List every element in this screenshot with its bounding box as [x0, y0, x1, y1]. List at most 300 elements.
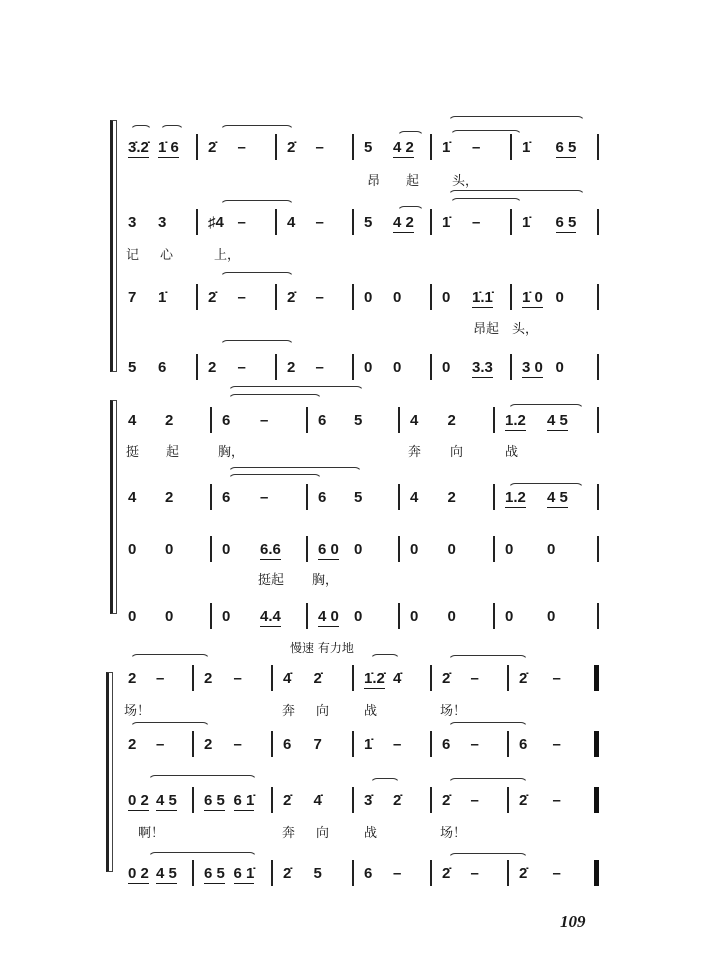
barline: [275, 354, 277, 380]
beat: [547, 608, 589, 625]
beat: [364, 736, 393, 753]
beat: [556, 289, 590, 306]
measure: [364, 788, 422, 812]
beat: [472, 359, 502, 376]
beat: [165, 541, 202, 558]
barline: [430, 284, 432, 310]
note: 0 2: [128, 791, 149, 809]
barline: [275, 209, 277, 235]
note: 4 5: [156, 791, 177, 809]
beat: [519, 792, 553, 809]
barline: [597, 484, 599, 510]
note: 1̇ 0: [522, 288, 543, 306]
beat: [472, 289, 502, 306]
measure: [128, 408, 202, 432]
note: 2: [165, 488, 174, 506]
note: –: [552, 669, 561, 687]
beat: [393, 289, 422, 306]
slur-mark: [370, 778, 400, 785]
measure: [128, 732, 184, 756]
note: 6 5: [204, 864, 225, 882]
lyric: 奔: [282, 826, 296, 841]
note: 2: [165, 411, 174, 429]
note: 0: [165, 540, 174, 558]
note: 2̇: [442, 791, 451, 809]
barline: [597, 603, 599, 629]
measure: [505, 408, 589, 432]
measure: [364, 285, 422, 309]
beat: [522, 139, 556, 156]
beat: [393, 792, 422, 809]
slur-mark: [397, 131, 424, 138]
beat: [128, 412, 165, 429]
final-barline: [594, 860, 599, 886]
note: 4 5: [156, 864, 177, 882]
slur-mark: [220, 340, 294, 347]
beat: [128, 608, 165, 625]
note: 2: [204, 669, 213, 687]
beat: [393, 359, 422, 376]
barline: [507, 787, 509, 813]
system-bracket: [110, 400, 117, 614]
note: 3 0: [522, 358, 543, 376]
measure: [519, 788, 586, 812]
note: 4 5: [547, 488, 568, 506]
barline: [398, 603, 400, 629]
slur-mark: [397, 206, 424, 213]
beat: [519, 670, 553, 687]
barline: [510, 284, 512, 310]
lyric: 昂: [367, 174, 381, 189]
measure: [364, 666, 422, 690]
slur-mark: [450, 130, 522, 137]
beat: [222, 412, 260, 429]
barline: [196, 134, 198, 160]
final-barline: [594, 665, 599, 691]
measure: [410, 537, 485, 561]
note: 0: [393, 288, 402, 306]
measure: [318, 408, 390, 432]
beat: [204, 736, 234, 753]
note: 0: [410, 540, 419, 558]
barline: [192, 731, 194, 757]
measure: [442, 210, 502, 234]
beat: [208, 214, 238, 231]
beat: [556, 214, 590, 231]
slur-mark: [228, 386, 364, 393]
barline: [306, 536, 308, 562]
note: 2̇: [519, 669, 528, 687]
barline: [271, 731, 273, 757]
note: –: [260, 411, 269, 429]
note: –: [315, 138, 324, 156]
slur-mark: [228, 467, 362, 474]
beat: [234, 792, 264, 809]
barline: [493, 407, 495, 433]
beat: [238, 359, 268, 376]
beat: [505, 412, 547, 429]
note: 4: [128, 411, 137, 429]
measure: [410, 485, 485, 509]
beat: [364, 359, 393, 376]
note: 2: [128, 735, 137, 753]
lyric: 起: [406, 174, 420, 189]
barline: [210, 407, 212, 433]
note: 2: [204, 735, 213, 753]
beat: [442, 214, 472, 231]
measure: [442, 135, 502, 159]
note: 2: [287, 358, 296, 376]
barline: [196, 209, 198, 235]
note: 1̇: [442, 213, 451, 231]
note: 6: [222, 488, 231, 506]
note: 1̇: [442, 138, 451, 156]
measure: [522, 210, 589, 234]
lyric: 向: [450, 445, 464, 460]
barline: [196, 284, 198, 310]
note: –: [472, 213, 481, 231]
note: 0: [222, 540, 231, 558]
lyric: 战: [505, 445, 519, 460]
beat: [260, 608, 298, 625]
note: 1̇.2̇: [364, 669, 385, 687]
barline: [597, 536, 599, 562]
barline: [493, 603, 495, 629]
measure: [128, 861, 184, 885]
note: 6 5: [555, 138, 577, 156]
beat: [318, 541, 354, 558]
measure: [522, 135, 589, 159]
note: 0: [128, 540, 137, 558]
barline: [507, 860, 509, 886]
note: 6: [222, 411, 231, 429]
beat: [393, 214, 422, 231]
beat: [505, 541, 547, 558]
beat: [448, 541, 486, 558]
barline: [430, 665, 432, 691]
barline: [192, 665, 194, 691]
barline: [271, 665, 273, 691]
measure: [442, 861, 499, 885]
slur-mark: [220, 125, 294, 132]
beat: [222, 608, 260, 625]
lyric: 昂起: [473, 322, 500, 337]
note: –: [237, 213, 246, 231]
barline: [597, 209, 599, 235]
measure: [364, 210, 422, 234]
beat: [283, 736, 314, 753]
measure: [318, 485, 390, 509]
barline: [510, 209, 512, 235]
slur-mark: [220, 200, 294, 207]
beat: [234, 670, 264, 687]
system-bracket: [110, 120, 117, 372]
measure: [287, 285, 344, 309]
note: 2̇: [208, 288, 217, 306]
lyric: 胸，: [312, 573, 339, 588]
beat: [471, 792, 500, 809]
beat: [204, 792, 234, 809]
note: 0: [442, 288, 451, 306]
beat: [553, 865, 587, 882]
note: –: [233, 735, 242, 753]
measure: [442, 732, 499, 756]
note: –: [233, 669, 242, 687]
lyric: 记: [126, 248, 140, 263]
measure: [208, 210, 267, 234]
note: –: [552, 864, 561, 882]
beat: [128, 792, 156, 809]
slur-mark: [448, 778, 528, 785]
note: 3: [128, 213, 137, 231]
measure: [128, 355, 188, 379]
beat: [316, 214, 345, 231]
note: 0: [354, 540, 363, 558]
measure: [222, 537, 298, 561]
beat: [410, 489, 448, 506]
slur-mark: [448, 116, 585, 123]
measure: [208, 355, 267, 379]
beat: [128, 289, 158, 306]
beat: [547, 412, 589, 429]
note: 0: [442, 358, 451, 376]
beat: [522, 214, 556, 231]
measure: [128, 537, 202, 561]
measure: [442, 285, 502, 309]
measure: [283, 788, 344, 812]
note: –: [237, 288, 246, 306]
barline: [275, 284, 277, 310]
barline: [493, 484, 495, 510]
barline: [210, 536, 212, 562]
note: 0: [505, 607, 514, 625]
beat: [393, 865, 422, 882]
measure: [208, 285, 267, 309]
lyric: 上，: [214, 248, 241, 263]
measure: [522, 285, 589, 309]
beat: [364, 139, 393, 156]
note: 1.2: [505, 411, 526, 429]
barline: [597, 134, 599, 160]
beat: [158, 214, 188, 231]
measure: [204, 861, 263, 885]
beat: [354, 541, 390, 558]
lyric: 胸，: [218, 445, 245, 460]
beat: [442, 792, 471, 809]
note: ♯4: [208, 213, 224, 231]
note: –: [470, 735, 479, 753]
measure: [364, 135, 422, 159]
note: 1̇ 6: [158, 138, 179, 156]
beat: [287, 214, 316, 231]
note: 0: [547, 607, 556, 625]
beat: [260, 412, 298, 429]
note: 0 2: [128, 864, 149, 882]
beat: [234, 736, 264, 753]
note: 2̇: [393, 791, 402, 809]
beat: [471, 736, 500, 753]
beat: [222, 489, 260, 506]
note: 5: [354, 488, 363, 506]
measure: [128, 666, 184, 690]
beat: [260, 541, 298, 558]
beat: [158, 359, 188, 376]
note: 2̇: [442, 864, 451, 882]
note: 2̇: [519, 864, 528, 882]
barline: [430, 209, 432, 235]
lyric: 挺起: [258, 573, 285, 588]
beat: [556, 359, 590, 376]
note: 2̇: [442, 669, 451, 687]
beat: [128, 541, 165, 558]
note: 4̇: [283, 669, 292, 687]
beat: [519, 736, 553, 753]
beat: [238, 289, 268, 306]
beat: [158, 289, 188, 306]
beat: [156, 736, 184, 753]
barline: [306, 484, 308, 510]
note: 6: [318, 488, 327, 506]
note: 6 1̇: [233, 864, 255, 882]
beat: [222, 541, 260, 558]
note: 6 5: [204, 791, 225, 809]
lyric: 场！: [440, 704, 467, 719]
measure: [442, 666, 499, 690]
note: 0: [505, 540, 514, 558]
note: 1.2: [505, 488, 526, 506]
note: 4: [287, 213, 296, 231]
note: 7: [313, 735, 322, 753]
beat: [442, 670, 471, 687]
note: 6: [158, 358, 167, 376]
note: 2̇: [283, 791, 292, 809]
note: 0: [165, 607, 174, 625]
barline: [597, 354, 599, 380]
barline: [352, 787, 354, 813]
note: 4̇: [393, 669, 402, 687]
slur-mark: [148, 775, 257, 782]
beat: [316, 289, 345, 306]
measure: [519, 861, 586, 885]
barline: [306, 407, 308, 433]
note: –: [470, 791, 479, 809]
final-barline: [594, 731, 599, 757]
beat: [442, 359, 472, 376]
beat: [364, 792, 393, 809]
note: –: [393, 864, 402, 882]
measure: [519, 666, 586, 690]
barline: [398, 407, 400, 433]
lyric: 战: [364, 826, 378, 841]
note: 3̇.2̇: [128, 138, 149, 156]
beat: [442, 139, 472, 156]
note: 0: [555, 288, 564, 306]
note: –: [315, 358, 324, 376]
measure: [128, 788, 184, 812]
measure: [318, 537, 390, 561]
barline: [507, 665, 509, 691]
measure: [204, 732, 263, 756]
note: 2: [208, 358, 217, 376]
beat: [364, 670, 393, 687]
beat: [128, 139, 158, 156]
note: 6 5: [555, 213, 577, 231]
beat: [522, 359, 556, 376]
note: –: [393, 735, 402, 753]
slur-mark: [448, 722, 528, 729]
note: 6: [442, 735, 451, 753]
measure: [442, 788, 499, 812]
measure: [128, 135, 188, 159]
note: 0: [364, 358, 373, 376]
beat: [547, 541, 589, 558]
note: 4 2: [393, 213, 414, 231]
beat: [410, 412, 448, 429]
lyric: 啊！: [138, 826, 165, 841]
note: 4.4: [260, 607, 281, 625]
barline: [510, 134, 512, 160]
beat: [234, 865, 264, 882]
note: 0: [128, 607, 137, 625]
beat: [283, 865, 314, 882]
measure: [287, 210, 344, 234]
beat: [553, 670, 587, 687]
lyric: 挺: [126, 445, 140, 460]
slur-mark: [130, 654, 210, 661]
lyric: 场！: [124, 704, 151, 719]
measure: [364, 355, 422, 379]
beat: [318, 608, 354, 625]
beat: [128, 489, 165, 506]
beat: [204, 670, 234, 687]
note: 1̇: [364, 735, 373, 753]
barline: [352, 665, 354, 691]
note: 2: [447, 488, 456, 506]
beat: [128, 670, 156, 687]
barline: [352, 209, 354, 235]
measure: [283, 666, 344, 690]
measure: [204, 788, 263, 812]
measure: [222, 485, 298, 509]
beat: [354, 489, 390, 506]
note: 1̇: [158, 288, 167, 306]
beat: [316, 139, 345, 156]
note: 6: [318, 411, 327, 429]
beat: [316, 359, 345, 376]
note: –: [552, 791, 561, 809]
note: 7: [128, 288, 137, 306]
barline: [597, 284, 599, 310]
beat: [287, 289, 316, 306]
beat: [314, 865, 345, 882]
measure: [128, 485, 202, 509]
system-bracket: [106, 672, 113, 872]
note: 5: [364, 213, 373, 231]
slur-mark: [508, 404, 584, 411]
beat: [505, 608, 547, 625]
beat: [364, 289, 393, 306]
beat: [208, 289, 238, 306]
note: 4: [410, 411, 419, 429]
beat: [472, 214, 502, 231]
barline: [493, 536, 495, 562]
note: 2̇: [287, 288, 296, 306]
barline: [306, 603, 308, 629]
note: –: [470, 864, 479, 882]
note: 4: [410, 488, 419, 506]
beat: [448, 489, 486, 506]
beat: [553, 736, 587, 753]
